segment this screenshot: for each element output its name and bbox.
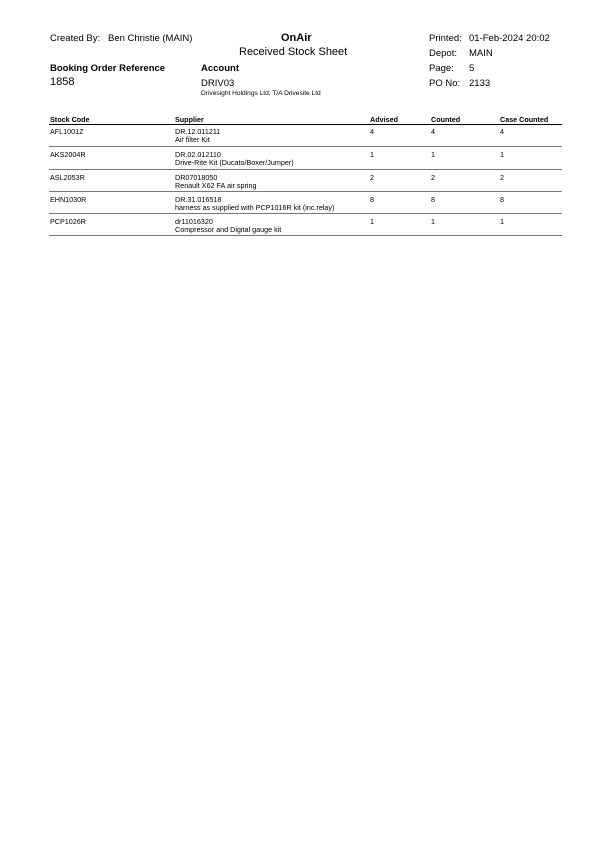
advised-qty: 2 [370,173,374,182]
col-header-counted: Counted [431,115,461,124]
supplier-code: DR.31.016518 [175,195,222,204]
case-counted-qty: 2 [500,173,504,182]
page-title: Received Stock Sheet [239,46,348,58]
supplier-code: dr11016320 [175,217,213,226]
stock-code: AKS2004R [50,150,86,159]
booking-ref-value: 1858 [50,76,75,88]
supplier-code: DR.02.012110 [175,150,221,159]
po-number-value: 2133 [469,78,491,89]
advised-qty: 8 [370,195,374,204]
supplier-code: DR07018050 [175,173,218,182]
printed-label: Printed: [429,33,462,44]
row-divider [49,235,562,236]
row-divider [49,213,562,214]
case-counted-qty: 4 [500,127,504,136]
created-by-label: Created By: [50,33,101,44]
counted-qty: 2 [431,173,435,182]
counted-qty: 4 [431,127,435,136]
page-number-value: 5 [469,63,475,74]
advised-qty: 4 [370,127,374,136]
depot-value: MAIN [469,48,493,59]
counted-qty: 1 [431,150,435,159]
header-divider [49,124,562,125]
case-counted-qty: 1 [500,150,504,159]
advised-qty: 1 [370,150,374,159]
col-header-advised: Advised [370,115,398,124]
booking-ref-label: Booking Order Reference [50,63,166,74]
account-label: Account [201,63,239,74]
page-number-label: Page: [429,63,454,74]
stock-code: PCP1026R [50,217,86,226]
depot-label: Depot: [429,48,457,59]
company-name: OnAir [281,32,312,44]
advised-qty: 1 [370,217,374,226]
account-code: DRIV03 [201,78,235,89]
row-divider [49,169,562,170]
created-by-value: Ben Christie (MAIN) [108,33,193,44]
row-divider [49,146,562,147]
item-description: Compressor and Digital gauge kit [175,225,282,234]
account-name: Drivesight Holdings Ltd, T/A Drivesite Ltd [201,90,321,97]
case-counted-qty: 1 [500,217,504,226]
stock-code: ASL2053R [50,173,85,182]
item-description: Renault X62 FA air spring [175,181,257,190]
counted-qty: 8 [431,195,435,204]
item-description: Drive-Rite Kit (Ducato/Boxer/Jumper) [175,158,294,167]
col-header-supplier: Supplier [175,115,204,124]
stock-code: AFL1001Z [50,127,84,136]
printed-value: 01-Feb-2024 20:02 [469,33,550,44]
stock-code: EHN1030R [50,195,87,204]
item-description: harness as supplied with PCP1016R kit (inc.relay) [175,203,335,212]
po-number-label: PO No: [429,78,461,89]
row-divider [49,191,562,192]
case-counted-qty: 8 [500,195,504,204]
item-description: Air filter Kit [175,135,210,144]
counted-qty: 1 [431,217,435,226]
supplier-code: DR.12.011211 [175,127,221,136]
col-header-stock-code: Stock Code [50,115,90,124]
col-header-case-counted: Case Counted [500,115,549,124]
